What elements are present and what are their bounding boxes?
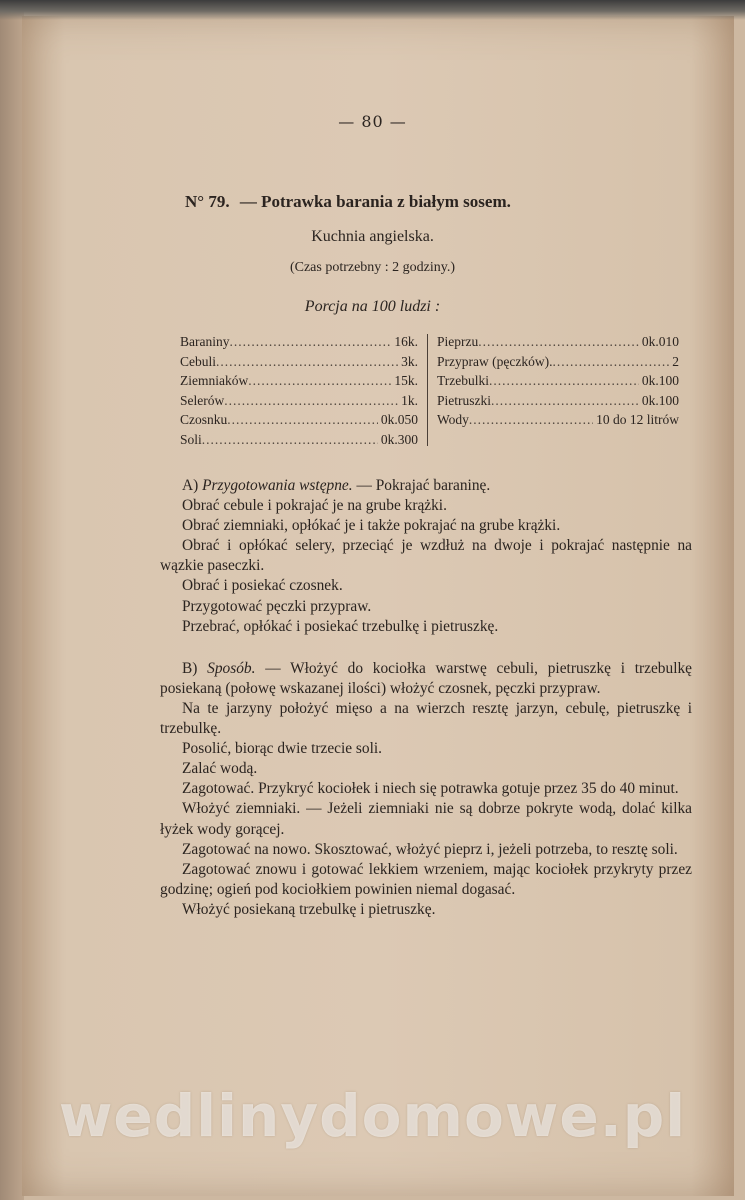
section-a-steps: [160, 496, 692, 637]
recipe-number: N° 79.: [185, 192, 230, 211]
instruction-step: Obrać ziemniaki, opłókać je i także pokrajać na grube krążki.: [182, 517, 561, 535]
ingredient-quantity: 10 do 12 litrów: [596, 412, 679, 428]
ingredient-row: [437, 352, 679, 372]
instruction-step: Przebrać, opłókać i posiekać trzebulkę i pietruszkę.: [182, 617, 499, 635]
ingredient-row: [437, 410, 679, 430]
page-number: — 80 —: [338, 112, 407, 131]
ingredient-row: [437, 371, 679, 391]
ingredient-row: [437, 391, 679, 411]
section-b-intro: [160, 659, 692, 699]
ingredient-quantity: 2: [672, 353, 679, 369]
ingredient-name: Soli: [180, 431, 202, 447]
section-gap: [160, 637, 692, 659]
watermark: wedlinydomowe.pl: [58, 1082, 687, 1150]
ingredient-quantity: 1k.: [401, 392, 418, 408]
ingredient-quantity: 0k.300: [380, 431, 418, 447]
section-a-first: — Pokrajać baraninę.: [356, 477, 491, 494]
ingredient-name: Pieprzu: [437, 334, 479, 349]
ingredient-quantity: 0k.100: [641, 373, 679, 389]
leader-dots: [478, 332, 639, 352]
ingredient-name: Selerów: [180, 392, 225, 408]
ingredient-row: [180, 332, 418, 352]
instruction-step: Zagotować znowu i gotować lekkiem wrzeniem, mając kociołek przykryty przez godzinę; ogień pod kociołkiem powinien niemal dogasać.: [160, 860, 692, 898]
leader-dots: [202, 430, 378, 450]
leader-dots: [491, 391, 639, 411]
instruction-step: Przygotować pęczki przypraw.: [182, 597, 372, 615]
instruction-step: Obrać i opłókać selery, przeciąć je wzdłuż na dwoje i pokrajać następnie na wązkie paseczki.: [160, 537, 692, 575]
section-a-label: A): [182, 477, 199, 494]
leader-dots: [248, 371, 391, 391]
ingredient-row: [437, 332, 679, 352]
ingredient-name: Ziemniaków: [180, 373, 249, 389]
leader-dots: [552, 352, 669, 372]
ingredient-quantity: 0k.050: [380, 412, 418, 428]
instruction-step: Zagotować. Przykryć kociołek i niech się potrawka gotuje przez 35 do 40 minut.: [182, 780, 679, 798]
ingredient-name: Przypraw (pęczków).: [437, 353, 553, 369]
ingredient-name: Cebuli: [180, 353, 216, 369]
ingredient-quantity: 15k.: [394, 373, 418, 389]
ingredient-row: [180, 391, 418, 411]
leader-dots: [230, 332, 392, 352]
ingredients-left-column: [180, 332, 418, 450]
instruction-step: Włożyć ziemniaki. — Jeżeli ziemniaki nie są dobrze pokryte wodą, dolać kilka łyżek wody gorącej.: [160, 800, 692, 838]
page-top-shadow: [0, 0, 745, 20]
instruction-step: Posolić, biorąc dwie trzecie soli.: [182, 740, 383, 758]
recipe-portion: Porcja na 100 ludzi :: [304, 298, 441, 315]
recipe-time: (Czas potrzebny : 2 godziny.): [289, 260, 456, 275]
ingredient-name: Wody: [437, 412, 469, 428]
ingredient-row: [180, 430, 418, 450]
instruction-step: Włożyć posiekaną trzebulkę i pietruszkę.: [182, 900, 436, 918]
instruction-step: Zagotować na nowo. Skosztować, włożyć pieprz i, jeżeli potrzeba, to resztę soli.: [182, 840, 678, 858]
ingredient-name: Baraniny: [180, 334, 230, 349]
recipe-cuisine: Kuchnia angielska.: [311, 228, 434, 245]
ingredient-name: Pietruszki: [437, 392, 491, 408]
leader-dots: [224, 391, 398, 411]
section-a-heading: Przygotowania wstępne.: [202, 477, 353, 494]
ingredients-right-column: [437, 332, 679, 430]
leader-dots: [489, 371, 639, 391]
recipe-instructions: [160, 476, 692, 920]
column-divider: [427, 334, 428, 446]
ingredient-row: [180, 352, 418, 372]
ingredient-name: Czosnku: [180, 412, 228, 428]
recipe-title-text: — Potrawka barania z białym sosem.: [239, 192, 511, 211]
section-b-heading: Sposób.: [207, 659, 256, 677]
ingredient-quantity: 16k.: [394, 334, 418, 349]
ingredient-row: [180, 410, 418, 430]
ingredient-quantity: 0k.010: [641, 334, 679, 349]
ingredient-quantity: 0k.100: [641, 392, 679, 408]
leader-dots: [227, 410, 378, 430]
ingredient-quantity: 3k.: [401, 353, 418, 369]
instruction-step: Zalać wodą.: [182, 760, 258, 778]
instruction-step: Na te jarzyny położyć mięso a na wierzch resztę jarzyn, cebulę, pietruszkę i trzebulkę.: [160, 699, 692, 738]
ingredient-row: [180, 371, 418, 391]
recipe-title: [185, 192, 511, 212]
book-edge: [0, 0, 24, 1200]
section-b-first: — Włożyć do kociołka warstwę cebuli, pietruszkę i trzebulkę posiekaną (połowę wskazanej ilości) włożyć czosnek, pęczki przypraw.: [160, 659, 692, 697]
ingredient-name: Trzebulki: [437, 373, 490, 389]
instruction-step: Obrać cebule i pokrajać je na grube krążki.: [182, 497, 447, 515]
section-b-label: B): [182, 659, 198, 677]
section-b-steps: [160, 699, 692, 920]
leader-dots: [469, 410, 593, 430]
section-a-intro: [160, 476, 692, 496]
instruction-step: Obrać i posiekać czosnek.: [182, 577, 343, 595]
leader-dots: [216, 352, 398, 372]
